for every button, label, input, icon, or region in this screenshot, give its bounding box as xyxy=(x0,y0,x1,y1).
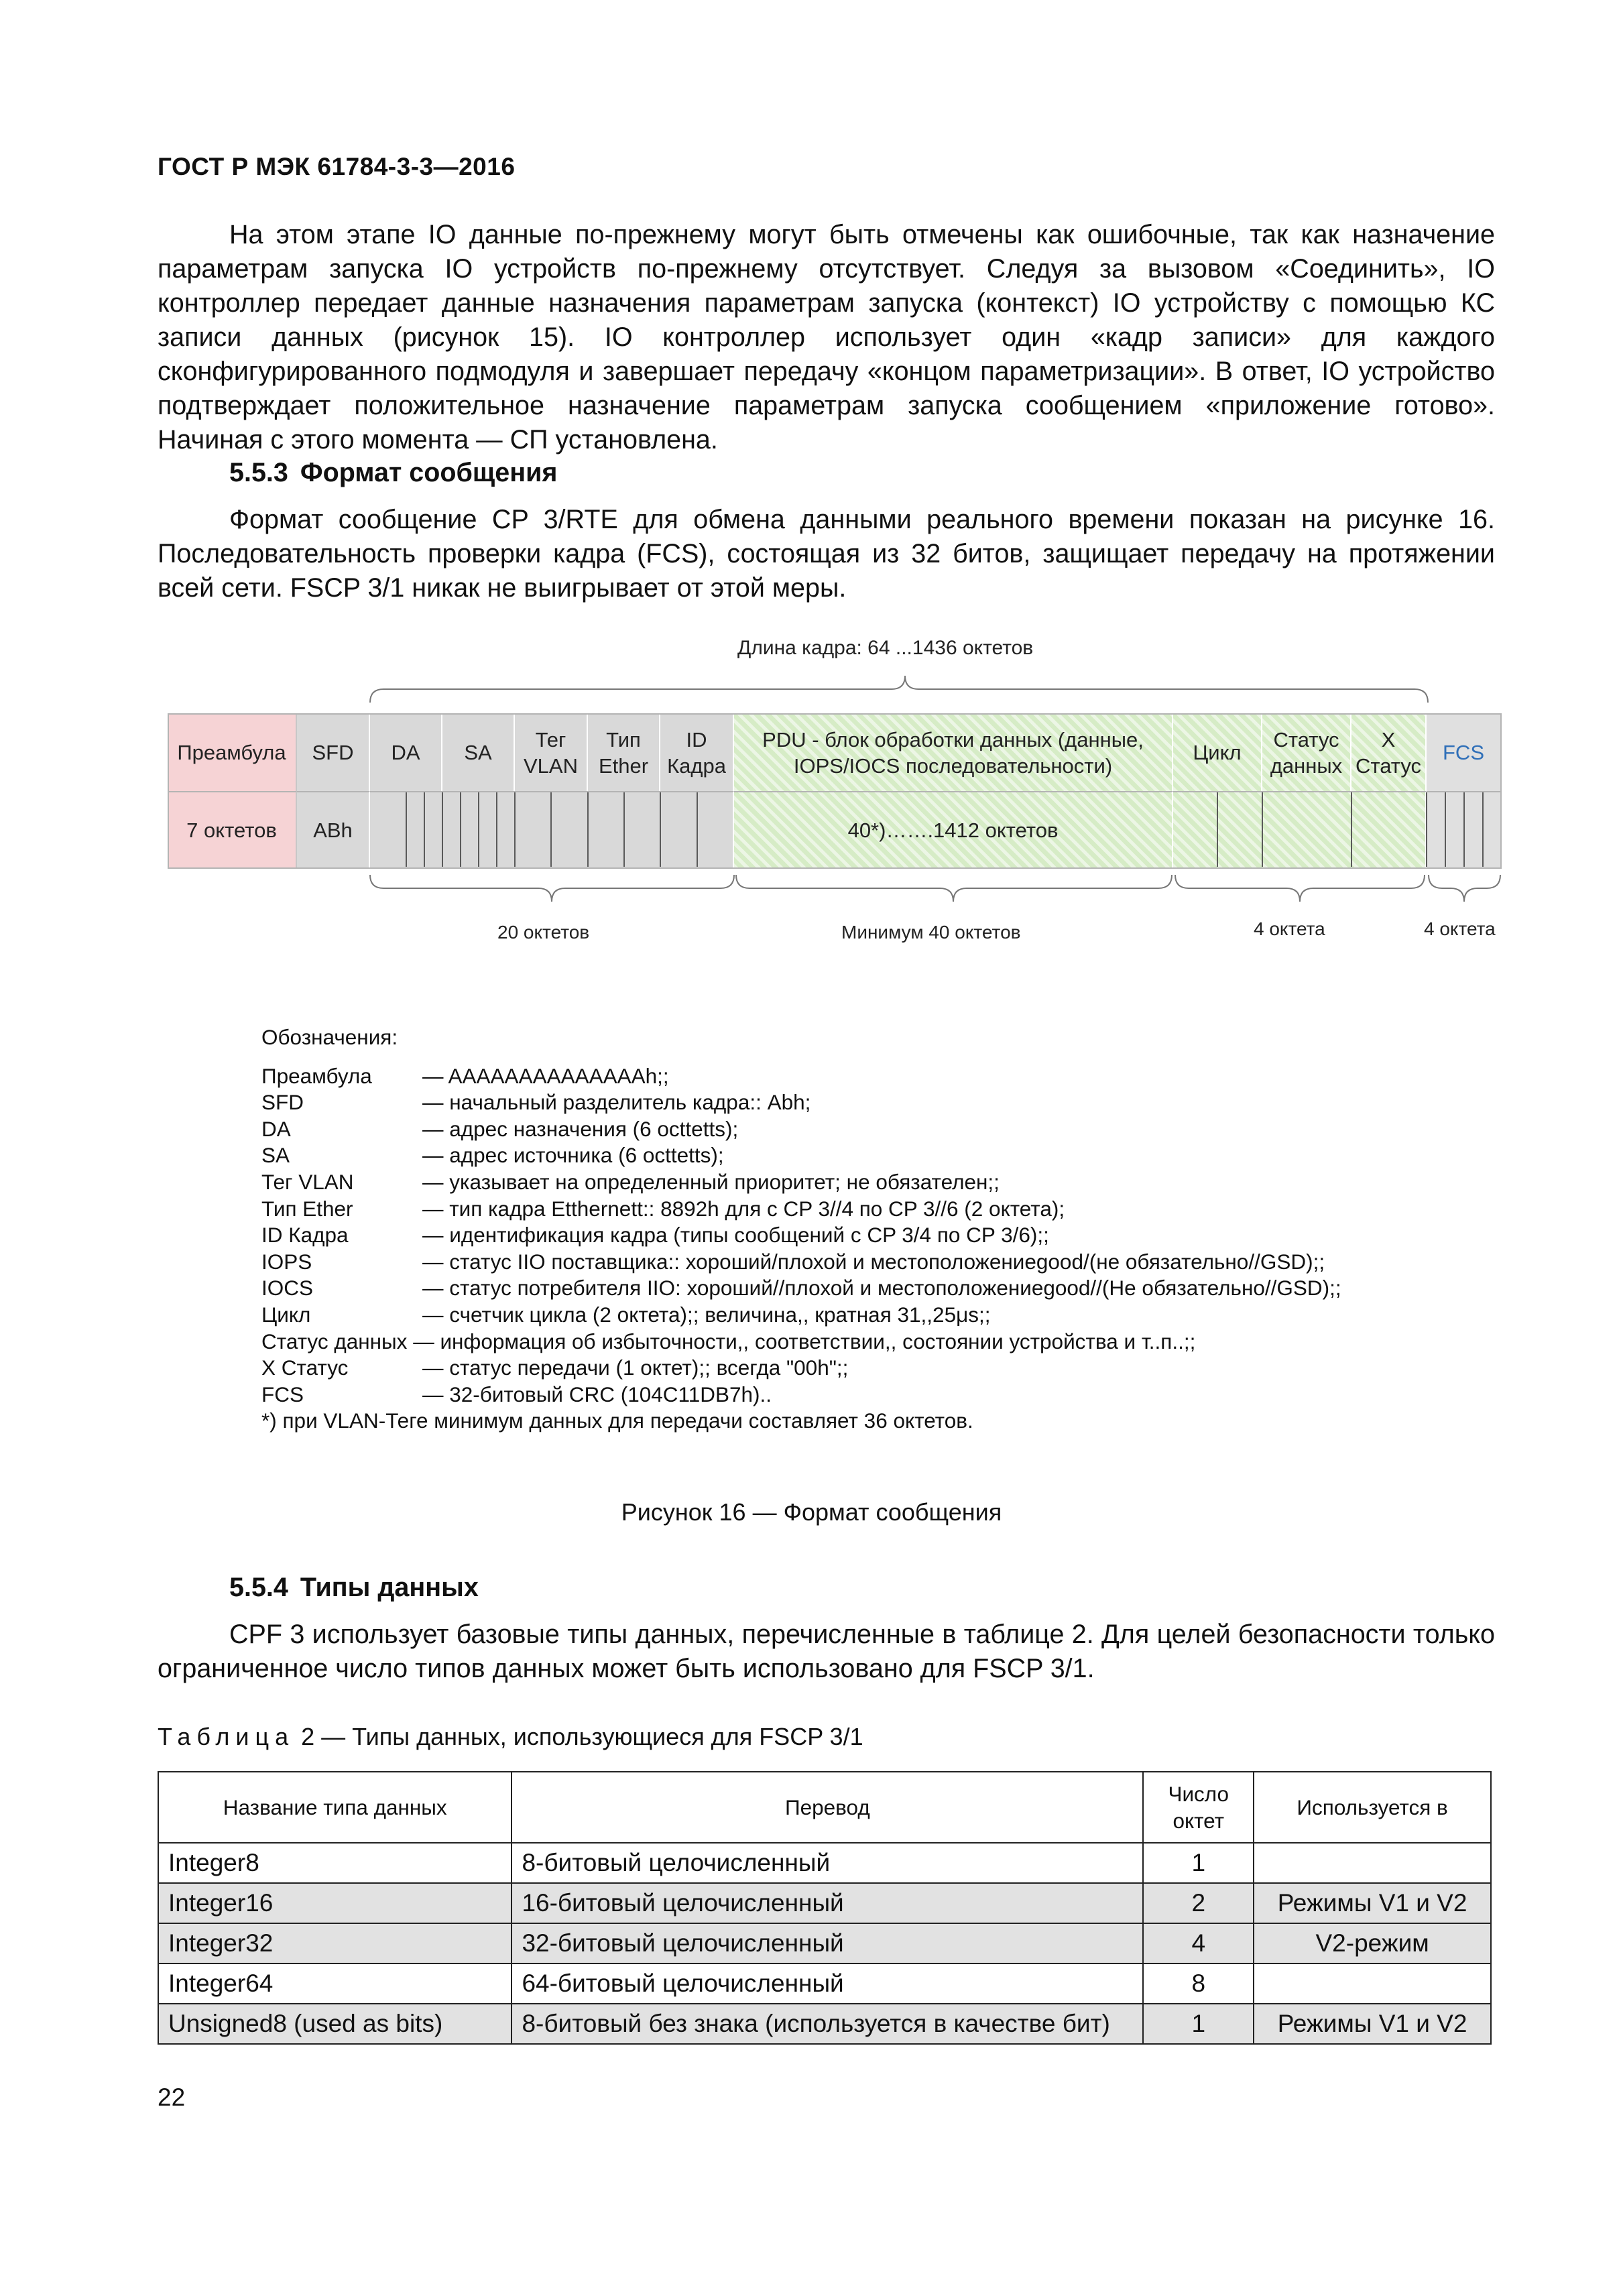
field-preamble: Преамбула xyxy=(168,714,297,791)
brace-label-header: 20 октетов xyxy=(497,922,590,943)
frame-format-diagram xyxy=(168,637,1502,952)
field-cycle: Цикл xyxy=(1173,714,1262,791)
section-title: Формат сообщения xyxy=(300,458,558,487)
section-number: 5.5.4 xyxy=(229,1573,288,1602)
field-vlan-line2: VLAN xyxy=(524,753,578,778)
field-fcs: FCS xyxy=(1427,714,1502,791)
field-ether-line2: Ether xyxy=(598,753,649,778)
field-vlan-line1: Тег xyxy=(535,727,566,751)
legend-definition: — идентификация кадра (типы сообщений с CP 3/4 по CP 3/6);; xyxy=(422,1223,1049,1248)
value-pdu: 40*)…….1412 октетов xyxy=(734,791,1173,868)
header-octets-line1: Число xyxy=(1168,1782,1229,1806)
cell-octets: 4 xyxy=(1143,1923,1254,1963)
frame-length-label: Длина кадра: 64 ...1436 октетов xyxy=(737,637,1034,659)
legend-item xyxy=(261,1355,1195,1382)
legend-definition: — информация об избыточности,, соответствии,, состоянии устройства и т..п..;; xyxy=(413,1329,1196,1353)
legend-item xyxy=(261,1169,1195,1196)
cell-translation: 32-битовый целочисленный xyxy=(512,1923,1143,1963)
cell-type-name: Integer16 xyxy=(158,1883,512,1923)
field-xstatus-line1: X xyxy=(1381,727,1396,751)
value-preamble: 7 октетов xyxy=(168,791,297,868)
field-id-line1: ID xyxy=(686,727,707,751)
field-xstatus-line2: Статус xyxy=(1356,753,1421,778)
legend-term: SA xyxy=(261,1143,290,1168)
cell-used-in xyxy=(1254,1843,1491,1883)
field-pdu-line2: IOPS/IOCS последовательности) xyxy=(793,753,1113,778)
legend-term: IOPS xyxy=(261,1249,312,1274)
cell-translation: 8-битовый без знака (используется в качестве бит) xyxy=(512,2004,1143,2044)
section-heading-5-5-3 xyxy=(229,458,557,488)
legend-item xyxy=(261,1382,1195,1408)
frame-length-brace xyxy=(370,676,1428,703)
octet-separators xyxy=(406,792,1483,867)
field-status-line1: Статус xyxy=(1273,727,1339,751)
legend-footnote: *) при VLAN-Теге минимум данных для передачи составляет 36 октетов. xyxy=(261,1408,973,1433)
legend-item xyxy=(261,1116,1195,1143)
cell-translation: 16-битовый целочисленный xyxy=(512,1883,1143,1923)
paragraph-data-types: CPF 3 использует базовые типы данных, перечисленные в таблице 2. Для целей безопасности только ограниченное число типов данных может быть использовано для FSCP 3/1. xyxy=(158,1620,1495,1683)
cell-translation: 8-битовый целочисленный xyxy=(512,1843,1143,1883)
tail-brace xyxy=(1175,875,1425,902)
cell-octets: 8 xyxy=(1143,1963,1254,2004)
field-id-line2: Кадра xyxy=(667,753,726,778)
document-header: ГОСТ Р МЭК 61784-3-3—2016 xyxy=(158,153,516,180)
cell-octets: 1 xyxy=(1143,1843,1254,1883)
figure-caption: Рисунок 16 — Формат сообщения xyxy=(621,1498,1002,1526)
legend-item xyxy=(261,1275,1341,1302)
cell-octets: 2 xyxy=(1143,1883,1254,1923)
cell-octets: 1 xyxy=(1143,2004,1254,2044)
brace-label-pdu: Минимум 40 октетов xyxy=(841,922,1021,943)
legend-definition: — тип кадра Etthernett:: 8892h для с CP 3//4 по CP 3//6 (2 октета); xyxy=(422,1196,1065,1221)
section-number: 5.5.3 xyxy=(229,458,288,487)
table-row xyxy=(158,1963,1491,2004)
legend-item xyxy=(261,1329,1195,1355)
legend-definition: — счетчик цикла (2 октета);; величина,, кратная 31,,25μs;; xyxy=(422,1302,991,1327)
field-da: DA xyxy=(370,714,442,791)
header-used-in: Используется в xyxy=(1254,1772,1491,1843)
table-title xyxy=(158,1723,863,1751)
section-title: Типы данных xyxy=(300,1573,479,1602)
legend-term: ID Кадра xyxy=(261,1223,349,1248)
legend-term: Статус данных xyxy=(261,1329,408,1353)
legend-item xyxy=(261,1142,1195,1169)
header-translation: Перевод xyxy=(512,1772,1143,1843)
field-sa: SA xyxy=(442,714,515,791)
paragraph-connection: На этом этапе IO данные по-прежнему могут быть отмечены как ошибочные, так как назначение параметрам запуска IO устройств по-прежнему отсутствует. Следуя за вызовом «Соединить», IO контроллер передает данные назначения параметрам запуска (контекст) IO устройству с помощью КС записи данных (рисунок 15). IO контроллер использует один «кадр записи» для каждого сконфигурированного подмодуля и завершает передачу «концом параметризации». В ответ, IO устройство подтверждает положительное назначение параметрам запуска сообщением «приложение готово». Начиная с этого момента — СП установлена. xyxy=(158,220,1495,455)
legend-definition: — начальный разделитель кадра:: Abh; xyxy=(422,1090,811,1115)
legend-term: Цикл xyxy=(261,1302,311,1327)
legend-term: Тег VLAN xyxy=(261,1169,354,1194)
header-octet-count xyxy=(1143,1772,1254,1843)
header-type-name: Название типа данных xyxy=(158,1772,512,1843)
value-sfd: ABh xyxy=(297,791,370,868)
diagram-lines xyxy=(168,637,1502,952)
table-header-row xyxy=(158,1772,1491,1843)
table-row xyxy=(158,2004,1491,2044)
legend-definition: — статус потребителя IIO: хороший//плохой и местоположениеgood//(Не обязательно//GSD);; xyxy=(422,1276,1341,1301)
cell-translation: 64-битовый целочисленный xyxy=(512,1963,1143,2004)
brace-label-tail: 4 октета xyxy=(1254,918,1325,939)
table-title-text: 2 — Типы данных, использующиеся для FSCP 3/1 xyxy=(294,1723,863,1750)
cell-used-in: V2-режим xyxy=(1254,1923,1491,1963)
header-brace xyxy=(370,875,734,902)
legend-term: IOCS xyxy=(261,1276,314,1301)
legend-definition: — 32-битовый CRC (104C11DB7h).. xyxy=(422,1382,772,1406)
legend-item xyxy=(261,1196,1195,1223)
cell-type-name: Integer8 xyxy=(158,1843,512,1883)
legend-definition: — AAAAAAAAAAAAAAh;; xyxy=(422,1063,669,1088)
table-title-label: Таблица xyxy=(158,1723,295,1750)
header-octets-line2: октет xyxy=(1173,1809,1225,1833)
fcs-brace xyxy=(1429,875,1500,902)
legend-term: FCS xyxy=(261,1382,304,1406)
legend-definition: — статус IIO поставщика:: хороший/плохой и местоположениеgood/(не обязательно//GSD);; xyxy=(422,1249,1325,1274)
frame-outline xyxy=(168,714,1501,868)
cell-used-in xyxy=(1254,1963,1491,2004)
legend-definition: — адрес назначения (6 octtetts); xyxy=(422,1116,739,1141)
table-row xyxy=(158,1843,1491,1883)
field-ether-line1: Тип xyxy=(606,727,641,751)
table-row xyxy=(158,1883,1491,1923)
legend-item xyxy=(261,1222,1195,1249)
page-number: 22 xyxy=(158,2083,186,2111)
cell-used-in: Режимы V1 и V2 xyxy=(1254,1883,1491,1923)
paragraph-message-format: Формат сообщение CP 3/RTE для обмена данными реального времени показан на рисунке 16. Последовательность проверки кадра (FCS), состоящая из 32 битов, защищает передачу на протяжении всей сети. FSCP 3/1 никак не выигрывает от этой меры. xyxy=(158,505,1495,603)
cell-used-in: Режимы V1 и V2 xyxy=(1254,2004,1491,2044)
cell-type-name: Integer64 xyxy=(158,1963,512,2004)
legend-term: X Статус xyxy=(261,1355,349,1380)
legend-definition: — адрес источника (6 octtetts); xyxy=(422,1143,724,1168)
cell-type-name: Unsigned8 (used as bits) xyxy=(158,2004,512,2044)
legend-definition: — статус передачи (1 октет);; всегда "00h";; xyxy=(422,1355,849,1380)
legend-term: DA xyxy=(261,1116,291,1141)
section-heading-5-5-4 xyxy=(229,1573,479,1603)
data-types-table xyxy=(158,1771,1492,2045)
cell-type-name: Integer32 xyxy=(158,1923,512,1963)
legend-item xyxy=(261,1302,1195,1329)
legend-term: Тип Ether xyxy=(261,1196,353,1221)
legend-item xyxy=(261,1249,1325,1276)
field-status-line2: данных xyxy=(1270,753,1343,778)
pdu-brace xyxy=(736,875,1172,902)
brace-label-fcs: 4 октета xyxy=(1424,918,1496,939)
legend-item xyxy=(261,1063,1195,1090)
legend-title: Обозначения: xyxy=(261,1025,398,1049)
field-pdu-line1: PDU - блок обработки данных (данные, xyxy=(762,727,1144,751)
field-sfd: SFD xyxy=(297,714,370,791)
legend-term: SFD xyxy=(261,1090,304,1115)
legend-definition: — указывает на определенный приоритет; не обязателен;; xyxy=(422,1169,1000,1194)
legend-term: Преамбула xyxy=(261,1063,372,1088)
table-row xyxy=(158,1923,1491,1963)
diagram-legend xyxy=(261,1024,1341,1435)
legend-item xyxy=(261,1089,1195,1116)
